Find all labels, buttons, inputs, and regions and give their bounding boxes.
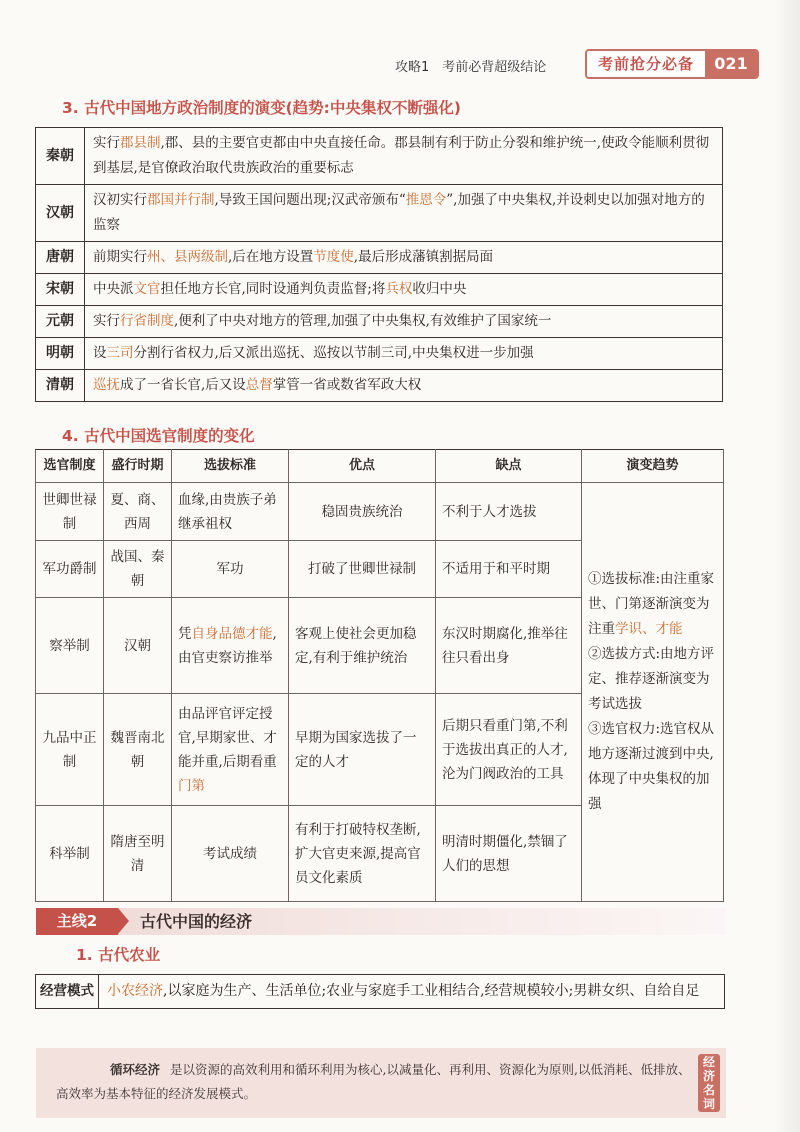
page-edge-shadow <box>774 0 800 1132</box>
text-span: ②选拔方式:由地方评定、推荐逐渐演变为考试选拔 <box>588 646 715 712</box>
highlight-text: 自身品德才能 <box>191 625 273 642</box>
highlight-text: 行省制度 <box>120 313 174 329</box>
trend-point <box>588 642 717 717</box>
period-cell: 隋唐至明清 <box>104 806 172 902</box>
highlight-text: 小农经济 <box>107 983 163 999</box>
highlight-text: 推恩令 <box>405 192 447 208</box>
text-span: ,便利了中央对地方的管理,加强了中央集权,有效维护了国家统一 <box>174 313 552 329</box>
description-cell <box>85 185 723 242</box>
dynasty-cell: 元朝 <box>36 306 85 338</box>
text-span: 凭 <box>178 625 192 642</box>
text-span: ”,加强了中央集权,并设刺史以加强对地方的监察 <box>93 192 705 233</box>
text-span: 汉初实行 <box>93 192 147 208</box>
standard-cell <box>172 541 289 598</box>
concept-text <box>56 1058 692 1106</box>
text-span: 掌管一省或数省军政大权 <box>272 377 422 393</box>
header-tab <box>585 49 759 79</box>
flaw-cell: 不利于人才选拔 <box>436 483 582 541</box>
period-cell: 魏晋南北朝 <box>104 694 172 806</box>
dynasty-cell: 唐朝 <box>36 242 85 274</box>
text-span: ,后在地方设置 <box>228 249 314 265</box>
flaw-cell: 后期只看重门第,不利于选拔出真正的人才,沦为门阀政治的工具 <box>436 694 582 806</box>
mainline-title: 古代中国的经济 <box>140 912 253 931</box>
table-row <box>36 306 723 338</box>
text-span: 实行 <box>93 135 120 151</box>
description-cell <box>85 274 723 306</box>
concept-term: 循环经济 <box>110 1062 161 1077</box>
text-span: 分割行省权力,后又派出巡抚、巡按以节制三司,中央集权进一步加强 <box>133 345 534 361</box>
system-cell: 军功爵制 <box>36 541 104 598</box>
dynasty-cell: 宋朝 <box>36 274 85 306</box>
column-header: 优点 <box>289 450 436 483</box>
highlight-text: 总督 <box>245 377 273 393</box>
highlight-text: 兵权 <box>385 281 413 297</box>
page-header <box>0 0 800 80</box>
text-span: ,由官吏察访推举 <box>178 625 277 666</box>
trend-point <box>588 717 717 817</box>
standard-cell <box>172 694 289 806</box>
agriculture-title: 1. 古代农业 <box>76 946 161 964</box>
text-span: ①选拔标准:由注重家世、门第逐渐演变为注重 <box>588 571 715 637</box>
text-span: ,以家庭为生产、生活单位;农业与家庭手工业相结合,经营规模较小;男耕女织、自给自足 <box>163 983 700 999</box>
standard-cell <box>172 598 289 694</box>
mainline-banner <box>36 908 726 935</box>
dynasty-cell: 秦朝 <box>36 128 85 185</box>
column-header: 选拔标准 <box>172 450 289 483</box>
text-span: 血缘,由贵族子弟继承祖权 <box>178 491 277 532</box>
highlight-text: 节度使 <box>313 249 354 265</box>
chevron-right-icon <box>118 908 129 934</box>
dynasty-cell: 清朝 <box>36 370 85 402</box>
text-span: ,导致王国问题出现;汉武帝颁布“ <box>214 192 406 208</box>
flaw-cell: 明清时期僵化,禁锢了人们的思想 <box>436 806 582 902</box>
system-cell: 九品中正制 <box>36 694 104 806</box>
flaw-cell: 不适用于和平时期 <box>436 541 582 598</box>
highlight-text: 州、县两级制 <box>147 249 228 265</box>
dynasty-cell: 汉朝 <box>36 185 85 242</box>
text-span: ③选官权力:选官权从地方逐渐过渡到中央,体现了中央集权的加强 <box>588 721 715 812</box>
text-span: 设 <box>93 345 107 361</box>
merit-cell: 稳固贵族统治 <box>289 483 436 541</box>
period-cell: 汉朝 <box>104 598 172 694</box>
period-cell: 夏、商、西周 <box>104 483 172 541</box>
description-cell <box>85 128 723 185</box>
table-row <box>36 338 723 370</box>
section-4-title: 4. 古代中国选官制度的变化 <box>62 427 255 445</box>
highlight-text: 门第 <box>178 777 205 794</box>
description-cell <box>85 242 723 274</box>
merit-cell: 早期为国家选拔了一定的人才 <box>289 694 436 806</box>
merit-cell: 客观上使社会更加稳定,有利于维护统治 <box>289 598 436 694</box>
highlight-text: 文官 <box>133 281 161 297</box>
trend-cell <box>582 483 724 902</box>
merit-cell: 有利于打破特权垄断,扩大官吏来源,提高官员文化素质 <box>289 806 436 902</box>
section-3-title: 3. 古代中国地方政治制度的演变(趋势:中央集权不断强化) <box>62 99 461 117</box>
system-cell: 世卿世禄制 <box>36 483 104 541</box>
concept-definition: 是以资源的高效利用和循环利用为核心,以减量化、再利用、资源化为原则,以低消耗、低排放、高效率为基本特征的经济发展模式。 <box>56 1062 691 1101</box>
dynasty-cell: 明朝 <box>36 338 85 370</box>
column-header: 选官制度 <box>36 450 104 483</box>
header-tab-label: 考前抢分必备 <box>597 55 694 73</box>
table-row <box>36 185 723 242</box>
table-row <box>36 274 723 306</box>
agri-label: 经营模式 <box>36 975 99 1009</box>
official-selection-table <box>35 449 724 902</box>
trend-point <box>588 567 717 642</box>
text-span: ,最后形成藩镇割据局面 <box>353 249 494 265</box>
agriculture-table <box>35 974 725 1009</box>
flaw-cell: 东汉时期腐化,推举往往只看出身 <box>436 598 582 694</box>
description-cell <box>85 338 723 370</box>
table-row <box>36 128 723 185</box>
concept-stamp: 经济名词 <box>698 1054 720 1112</box>
merit-cell: 打破了世卿世禄制 <box>289 541 436 598</box>
text-span: 前期实行 <box>93 249 147 265</box>
mainline-tag: 主线2 <box>36 908 118 935</box>
highlight-text: 郡国并行制 <box>147 192 215 208</box>
text-span: 由品评官评定授官,早期家世、才能并重,后期看重 <box>178 705 277 770</box>
highlight-text: 郡县制 <box>120 135 161 151</box>
text-span: 担任地方长官,同时设通判负责监督;将 <box>160 281 386 297</box>
page-number: 021 <box>705 51 757 77</box>
table-row <box>36 975 725 1009</box>
agri-content <box>99 975 725 1009</box>
text-span: 中央派 <box>93 281 134 297</box>
column-header: 缺点 <box>436 450 582 483</box>
system-cell: 科举制 <box>36 806 104 902</box>
description-cell <box>85 370 723 402</box>
column-header: 演变趋势 <box>582 450 724 483</box>
text-span: ,郡、县的主要官吏都由中央直接任命。郡县制有利于防止分裂和维护统一,使政令能顺利贯彻到基层,是官僚政治取代贵族政治的重要标志 <box>93 135 710 176</box>
text-span: 考试成绩 <box>203 845 257 862</box>
standard-cell <box>172 806 289 902</box>
header-strategy-text: 攻略1 考前必背超级结论 <box>395 60 547 75</box>
table-header-row <box>36 450 724 483</box>
local-politics-table <box>35 127 723 402</box>
system-cell: 察举制 <box>36 598 104 694</box>
highlight-text: 三司 <box>106 345 134 361</box>
table-row <box>36 370 723 402</box>
period-cell: 战国、秦朝 <box>104 541 172 598</box>
table-row <box>36 242 723 274</box>
description-cell <box>85 306 723 338</box>
column-header: 盛行时期 <box>104 450 172 483</box>
concept-box <box>36 1048 726 1118</box>
text-span: 实行 <box>93 313 120 329</box>
text-span: 收归中央 <box>412 281 467 297</box>
standard-cell <box>172 483 289 541</box>
table-row <box>36 483 724 541</box>
highlight-text: 巡抚 <box>93 377 120 393</box>
text-span: 军功 <box>216 561 244 577</box>
highlight-text: 学识、才能 <box>615 621 683 637</box>
text-span: 成了一省长官,后又设 <box>120 377 246 393</box>
